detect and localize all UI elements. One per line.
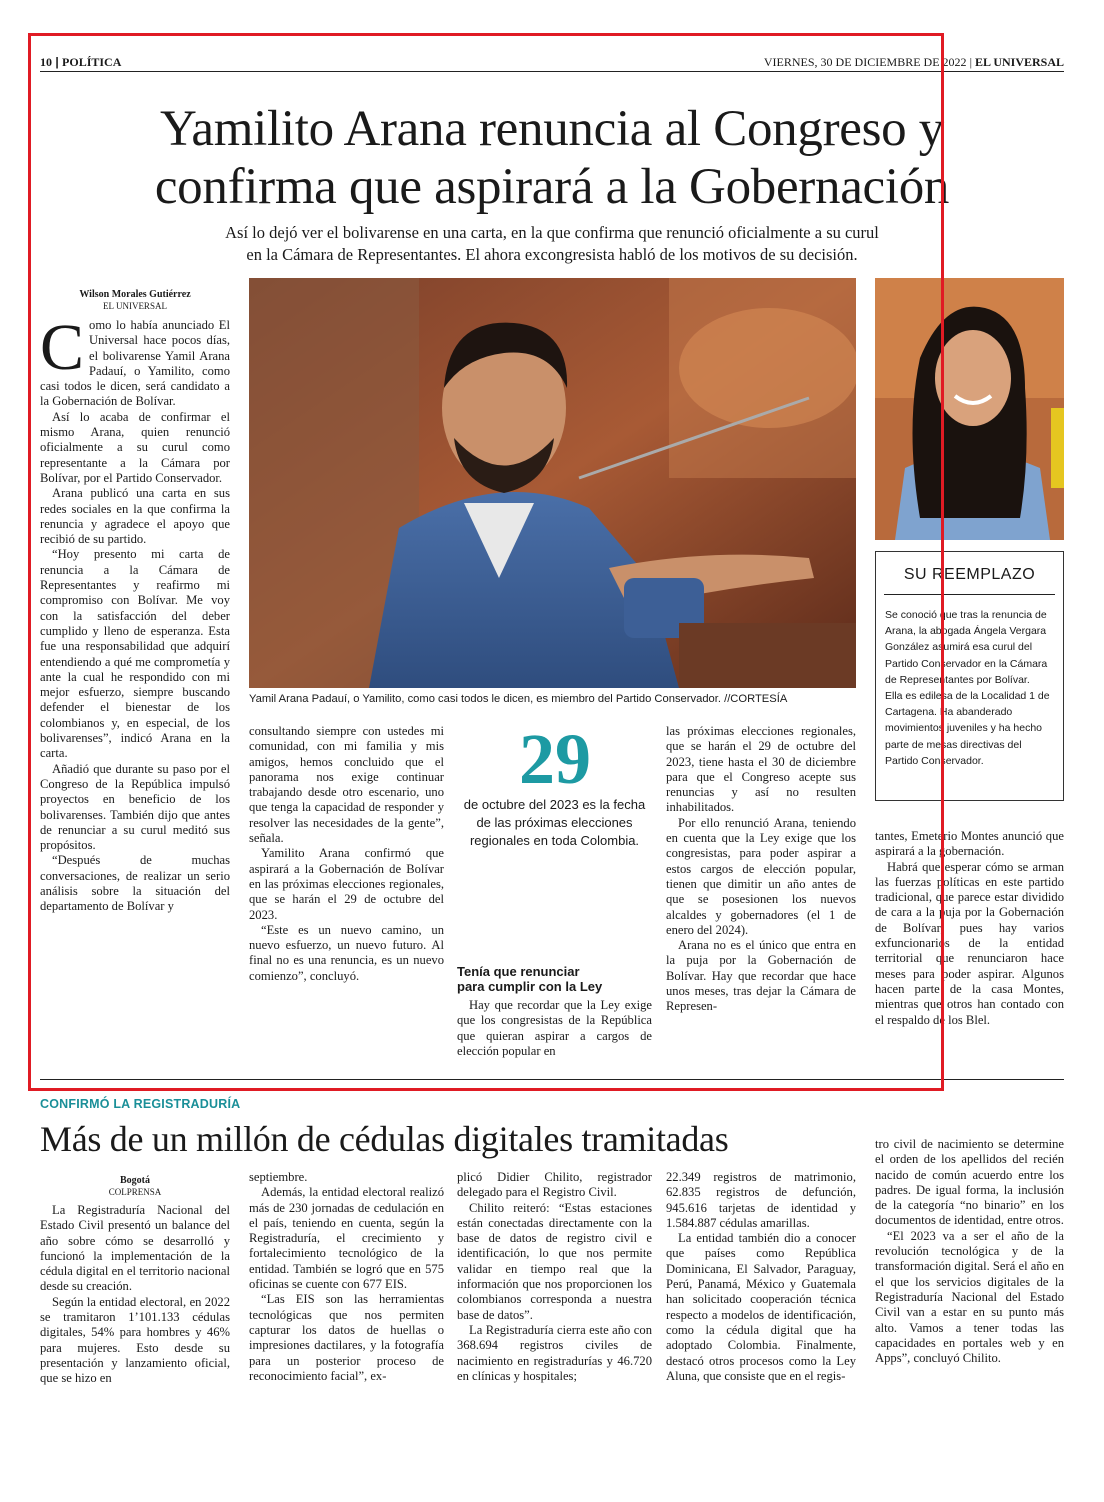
headline-line-2: confirma que aspirará a la Gobernación (154, 159, 950, 215)
dateline-city: Bogotá (120, 1175, 150, 1186)
newspaper-name: EL UNIVERSAL (974, 55, 1064, 69)
page-header: 10 | POLÍTICA VIERNES, 30 DE DICIEMBRE DE 2022 | EL UNIVERSAL (40, 55, 1064, 69)
photo-credit: //CORTESÍA (724, 693, 788, 705)
second-dateline (40, 1175, 230, 1198)
replacement-portrait (875, 278, 1064, 540)
sidebar-title: SU REEMPLAZO (903, 566, 1036, 583)
second-column-2: septiembre. Además, la entidad electoral realizó más de 230 jornadas de cedulación en el país, teniendo en cuenta, según la Registraduría, el crecimiento y fortalecimiento tecnológico de la entidad. También se logró que en 575 oficinas se cuente con 677 EIS. “Las EIS son las herramientas tecnológicas que nos permiten capturar los datos de huellas o impresiones dactilares, y la fotografía para un posterior proceso de reconocimiento facial”, ex- (249, 1170, 444, 1383)
sidebar-text: Se conoció que tras la renuncia de Arana, la abogada Ángela Vergara González asumirá esa curul del Partido Conservador en la Cámara de Representantes por Bolívar. Ella es edilesa de la Localidad 1 de Cartagena. Ha abanderado movimientos juveniles y ha hecho parte de mesas directivas del Partido Conservador. (885, 609, 1050, 767)
main-column-1: Como lo había anunciado El Universal hace pocos días, el bolivarense Yamil Arana Padauí, o Yamilito, como casi todos le dicen, será candidato a la Gobernación de Bolívar. Así lo acaba de confirmar el mismo Arana, quien renunció oficialmente a su curul como representante a la Cámara por Bolívar, por el Partido Conservador. Arana publicó una carta en sus redes sociales en la que confirma la renuncia y agradece el apoyo que recibió de su partido. “Hoy presento mi carta de renuncia a la Cámara de Representantes y reafirmo mi compromiso con Bolívar. Me voy con la satisfacción del deber cumplido y lleno de esperanza. Esta fue una responsabilidad que adquirí entendiendo a qué me comprometía y ante la cual he respondido con mi mejor esfuerzo, siempre buscando defender el bienestar de los colombianos y, en especial, de los bolivarenses”, indicó Arana en la carta. Añadió que durante su paso por el Congreso de la República impulsó proyectos en beneficio de los bolivarenses. También dijo que antes de renunciar a su curul meditó sus propósitos. “Después de muchas conversaciones, de realizar un serio análisis sobre la situación del departamento de Bolívar y (40, 318, 230, 914)
page-number: 10 (40, 55, 52, 69)
byline-author: Wilson Morales Gutiérrez (79, 289, 191, 300)
main-headline (40, 100, 1064, 216)
section-subhead: Tenía que renunciar para cumplir con la Ley (457, 964, 603, 994)
byline (40, 289, 230, 312)
article-separator (40, 1079, 1064, 1080)
second-column-1: La Registraduría Nacional del Estado Civil presentó un balance del año sobre cómo se desarrolló y funcionó la implementación de la cédula digital en el territorio nacional desde su creación. Según la entidad electoral, en 2022 se tramitaron 1’101.133 cédulas digitales, 54% para hombres y 46% para mujeres. Esto desde su presentación y lanzamiento oficial, que se hizo en (40, 1203, 230, 1386)
stat-text: de octubre del 2023 es la fecha de las próximas elecciones regionales en toda Colombia. (463, 797, 646, 848)
photo-caption: Yamil Arana Padauí, o Yamilito, como casi todos le dicen, es miembro del Partido Conservador. //CORTESÍA (249, 693, 788, 705)
portrait-photo (875, 278, 1064, 540)
dateline-agency: COLPRENSA (108, 1187, 162, 1197)
drop-cap: C (40, 318, 85, 384)
byline-organization: EL UNIVERSAL (103, 301, 167, 311)
stat-number: 29 (519, 719, 591, 799)
section-name: POLÍTICA (62, 55, 122, 69)
issue-date: VIERNES, 30 DE DICIEMBRE DE 2022 (763, 55, 967, 69)
main-photo (249, 278, 856, 688)
congressman-photo (249, 278, 856, 688)
header-separator: | (55, 55, 59, 69)
main-column-3: Tenía que renunciar para cumplir con la Ley Hay que recordar que la Ley exige que los congresistas de la República que quieran aspirar a cargos de elección popular en (457, 964, 652, 1058)
second-column-5: tro civil de nacimiento se determine el orden de los apellidos del recién nacido de común acuerdo entre los padres. De igual forma, la inclusión de la categoría “no binario” en los documentos de identidad, entre otros. “El 2023 va a ser el año de la revolución tecnológica y de la transformación digital. Será el año en el que los servicios digitales de la Registraduría Nacional del Estado Civil van a estar en su punto más alto. Vamos a tener todas las capacidades en portales web y en Apps”, concluyó Chilito. (875, 1137, 1064, 1366)
main-column-5: tantes, Emeterio Montes anunció que aspirará a la gobernación. Habrá que esperar cómo se arman las fuerzas políticas en este partido tradicional, que parece estar dividido de cara a la puja por la Gobernación de Bolívar, pues hay varios exfuncionarios de la entidad territorial que renunciaron hace meses para poder aspirar. Algunos hacen parte de la casa Montes, mientras que otros han contado con el respaldo de los Blel. (875, 829, 1064, 1027)
headline-line-1: Yamilito Arana renuncia al Congreso y (160, 101, 944, 157)
second-headline: Más de un millón de cédulas digitales tramitadas (40, 1119, 729, 1159)
main-column-2: consultando siempre con ustedes mi comunidad, con mi familia y mis amigos, hemos concluido que el panorama nos exige continuar trabajando desde otro escenario, uno que tenga la capacidad de responder y resolver las necesidades de la gente”, señala. Yamilito Arana confirmó que aspirará a la Gobernación de Bolívar en las próximas elecciones regionales, que se harán el 29 de octubre del 2023. “Este es un nuevo camino, un nuevo esfuerzo, un nuevo futuro. Al final no es una renuncia, es un nuevo comienzo”, concluyó. (249, 724, 444, 983)
header-rule (40, 71, 1064, 72)
article-deck: Así lo dejó ver el bolivarense en una carta, en la que confirma que renunció oficialmente a su curul en la Cámara de Representantes. El ahora excongresista habló de los motivos de su decisión. (225, 223, 879, 264)
second-column-3: plicó Didier Chilito, registrador delegado para el Registro Civil. Chilito reiteró: “Estas estaciones están conectadas directamente con la base de datos de registro civil e identificación, lo que nos permite validar en tiempo real que la información que nos proporcionen los colombianos corresponda a nuestra base de datos”. La Registraduría cierra este año con 368.694 registros civiles de nacimiento en registradurías y 46.720 en clínicas y hospitales; (457, 1170, 652, 1383)
second-column-4: 22.349 registros de matrimonio, 62.835 registros de defunción, 945.616 tarjetas de identidad y 1.584.887 cédulas amarillas. La entidad también dio a conocer que países como República Dominicana, El Salvador, Paraguay, Perú, Panamá, México y Guatemala han solicitado cooperación técnica respecto a modelos de identificación, como la cédula digital que ha adoptado Colombia. Finalmente, destacó otros procesos como la Ley Aluna, que consiste que en el regis- (666, 1170, 856, 1383)
second-kicker: CONFIRMÓ LA REGISTRADURÍA (40, 1097, 241, 1111)
sidebar-box (875, 551, 1064, 801)
main-column-4: las próximas elecciones regionales, que se harán el 29 de octubre del 2023, tiene hasta el 30 de diciembre para que el Congreso acepte sus renuncias y así no resulten inhabilitados. Por ello renunció Arana, teniendo en cuenta que la Ley exige que los congresistas, para poder aspirar a estos cargos de elección popular, tienen que dimitir un año antes de que se posesionen los nuevos alcaldes y gobernadores (el 1 de enero del 2024). Arana no es el único que entra en la puja por la Gobernación de Bolívar. Hay que recordar que hace unos meses, tras dejar la Cámara de Represen- (666, 724, 856, 1014)
